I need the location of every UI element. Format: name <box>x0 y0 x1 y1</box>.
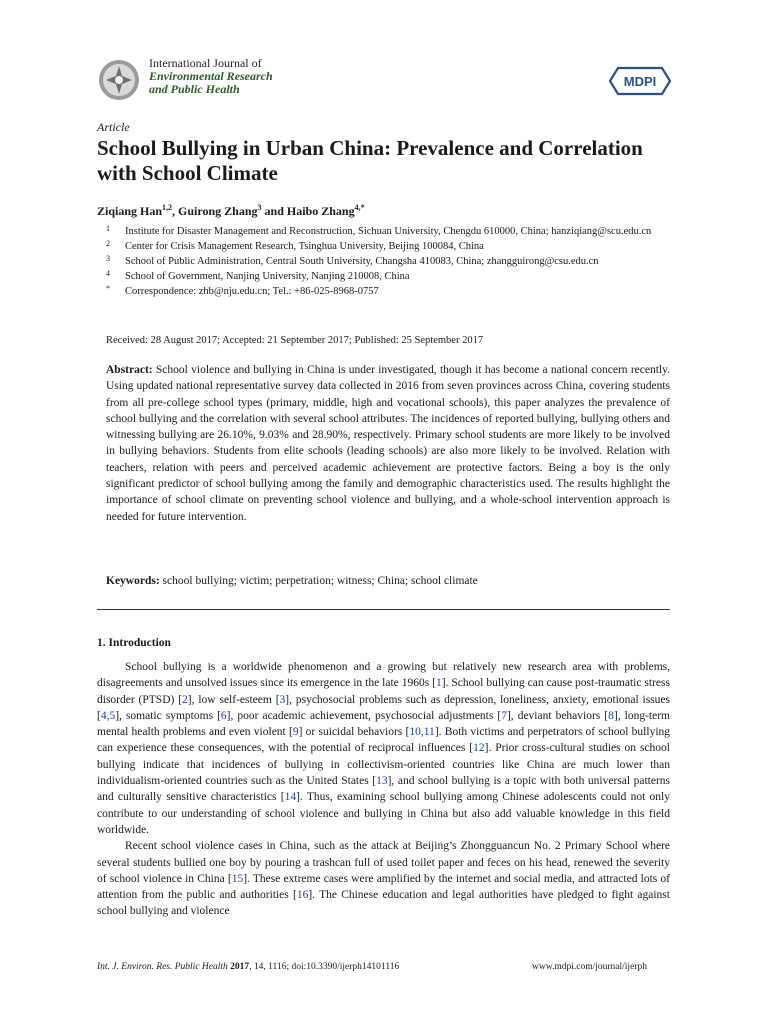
citation-ref-link[interactable]: 4,5 <box>100 709 116 722</box>
paragraph-text: ]. School bullying can cause post-traumatic stress disorder (PTSD) [ <box>97 677 670 706</box>
paragraph-text: ]. These extreme cases were amplified by the internet and social media, and attracted lots of attention from the public and authorities [ <box>97 872 670 902</box>
section-divider <box>97 609 670 610</box>
paragraph-text: ], and school bullying is a topic with both universal patterns and culturally sensitive characteristics [ <box>97 775 671 804</box>
citation-ref-link[interactable]: 9 <box>292 726 299 739</box>
affiliation-item <box>97 239 677 254</box>
article-type: Article <box>97 120 130 134</box>
citation-ref-link[interactable]: 1 <box>435 677 442 690</box>
affiliation-number: 1 <box>106 224 110 233</box>
footer-journal-abbrev: Int. J. Environ. Res. Public Health <box>97 962 228 972</box>
abstract <box>106 362 670 525</box>
journal-name-line1: International Journal of <box>149 56 262 70</box>
paper-title: School Bullying in Urban China: Prevalence and Correlation with School Climate <box>97 136 643 185</box>
keywords-text: school bullying; victim; perpetration; witness; China; school climate <box>162 575 478 587</box>
footer-citation-rest: , 14, 1116; doi:10.3390/ijerph14101116 <box>249 962 400 972</box>
paragraph <box>97 838 670 919</box>
author-affil-sup: 3 <box>257 203 262 212</box>
paragraph-text: ], psychosocial problems such as depression, loneliness, anxiety, emotional issues [ <box>97 693 671 722</box>
affiliation-list <box>97 224 677 299</box>
affiliation-text: Center for Crisis Management Research, Tsinghua University, Beijing 100084, China <box>125 241 484 252</box>
author-name: Haibo Zhang <box>286 204 355 218</box>
affiliation-number: 3 <box>106 254 110 263</box>
paragraph-text: ] or suicidal behaviors [ <box>298 726 410 739</box>
paragraph-text: ], somatic symptoms [ <box>115 709 221 722</box>
citation-ref-link[interactable]: 10,11 <box>409 726 435 739</box>
paragraph-text: ], deviant behaviors [ <box>506 709 609 722</box>
paragraph-text: ]. Both victims and perpetrators of school bullying can experience these consequences, with the potential of reciprocal influences [ <box>97 726 671 755</box>
publisher-name: MDPI <box>623 74 657 89</box>
affiliation-text: School of Public Administration, Central South University, Changsha 410083, China; zhangguirong@csu.edu.cn <box>125 256 599 267</box>
affiliation-item <box>97 224 677 239</box>
keywords-label: Keywords: <box>106 575 160 587</box>
author-separator: and <box>261 204 287 218</box>
affiliation-number: 4 <box>106 269 110 278</box>
citation-ref-link[interactable]: 12 <box>473 742 485 755</box>
abstract-label: Abstract: <box>106 364 153 376</box>
author-affil-sup: 4,* <box>354 203 365 212</box>
affiliation-number: 2 <box>106 239 110 248</box>
affiliation-text: Institute for Disaster Management and Reconstruction, Sichuan University, Chengdu 610000, China; hanziqiang@scu.edu.cn <box>125 226 652 237</box>
citation-ref-link[interactable]: 8 <box>608 709 614 722</box>
author-affil-sup: 1,2 <box>162 203 173 212</box>
paragraph-text: Recent school violence cases in China, such as the attack at Beijing’s Zhongguancun No. 2 Primary School where several students bullied one boy by pouring a trashcan full of used toilet paper and feces on his head, renewed the severity of school violence in China [ <box>97 840 670 885</box>
citation-ref-link[interactable]: 15 <box>231 872 244 885</box>
affiliation-text: Correspondence: zhb@nju.edu.cn; Tel.: +86-025-8968-0757 <box>125 286 379 297</box>
affiliation-item <box>97 284 677 299</box>
citation-ref-link[interactable]: 14 <box>284 791 297 804</box>
affiliation-item <box>97 269 677 284</box>
paragraph-text: ], low self-esteem [ <box>187 693 280 706</box>
paragraph-text: ]. Prior cross-cultural studies on school bullying indicate that incidences of bullying in collectivism-oriented countries like China are much lower than individualism-oriented countries such as the United States [ <box>97 742 670 788</box>
abstract-text: School violence and bullying in China is under investigated, though it has become a national concern recently. Using updated national representative survey data collected in 2016 from seven provinces across China, covering students from all pre-college school types (primary, middle, high and vocational schools), this paper analyzes the prevalence of school bullying and the correlation with several school attributes. The incidences of reported bullying, bullying others and witnessing bullying are 26.10%, 9.03% and 28.90%, respectively. Primary school students are more likely to be involved in bullying behaviors. Students from elite schools (leading schools) are also more likely to be involved. Relation with teachers, relation with peers and perceived academic achievement are protective factors. Being a boy is the only significant predictor of school bullying among the family and demographic characteristics used. The results highlight the importance of school climate on preventing school violence and bullying, and a whole-school intervention approach is needed for future intervention. <box>106 364 670 523</box>
paragraph-text: ], poor academic achievement, psychosocial adjustments [ <box>226 709 502 722</box>
author-list <box>97 203 365 219</box>
footer-year: 2017 <box>230 962 250 972</box>
paragraph-text: School bullying is a worldwide phenomenon and a growing but relatively new research area with problems, disagreements and unsolved issues since its emergence in the late 1960s [ <box>97 661 670 690</box>
footer-citation <box>97 962 399 972</box>
citation-ref-link[interactable]: 13 <box>376 775 388 788</box>
author-separator: , <box>172 204 179 218</box>
journal-name <box>149 57 273 96</box>
body-text <box>97 659 670 920</box>
paragraph <box>97 659 670 838</box>
publication-dates: Received: 28 August 2017; Accepted: 21 September 2017; Published: 25 September 2017 <box>106 335 484 346</box>
paragraph-text: ], long-term mental health problems and even violent [ <box>97 709 670 739</box>
journal-name-line3: and Public Health <box>149 82 240 96</box>
author-name: Guirong Zhang <box>178 204 258 218</box>
citation-ref-link[interactable]: 7 <box>501 709 507 722</box>
affiliation-text: School of Government, Nanjing University, Nanjing 210008, China <box>125 271 410 282</box>
section-heading: 1. Introduction <box>97 637 171 649</box>
footer-url[interactable]: www.mdpi.com/journal/ijerph <box>532 962 647 972</box>
affiliation-item <box>97 254 677 269</box>
citation-ref-link[interactable]: 16 <box>296 889 309 902</box>
citation-ref-link[interactable]: 6 <box>220 709 227 722</box>
mdpi-logo-icon <box>608 66 672 96</box>
keywords <box>106 575 478 587</box>
journal-name-line2: Environmental Research <box>149 69 273 83</box>
citation-ref-link[interactable]: 2 <box>182 693 188 706</box>
paragraph-text: ]. The Chinese education and legal authorities have pledged to fight against school bullying and violence <box>97 889 670 918</box>
citation-ref-link[interactable]: 3 <box>279 693 286 706</box>
journal-logo-icon <box>97 58 141 102</box>
affiliation-number: * <box>106 284 110 293</box>
paragraph-text: ]. Thus, examining school bullying among Chinese adolescents could not only contribute to our understanding of school violence and bullying in China but also add valuable knowledge in this field worldwide. <box>97 791 670 836</box>
author-name: Ziqiang Han <box>97 204 163 218</box>
